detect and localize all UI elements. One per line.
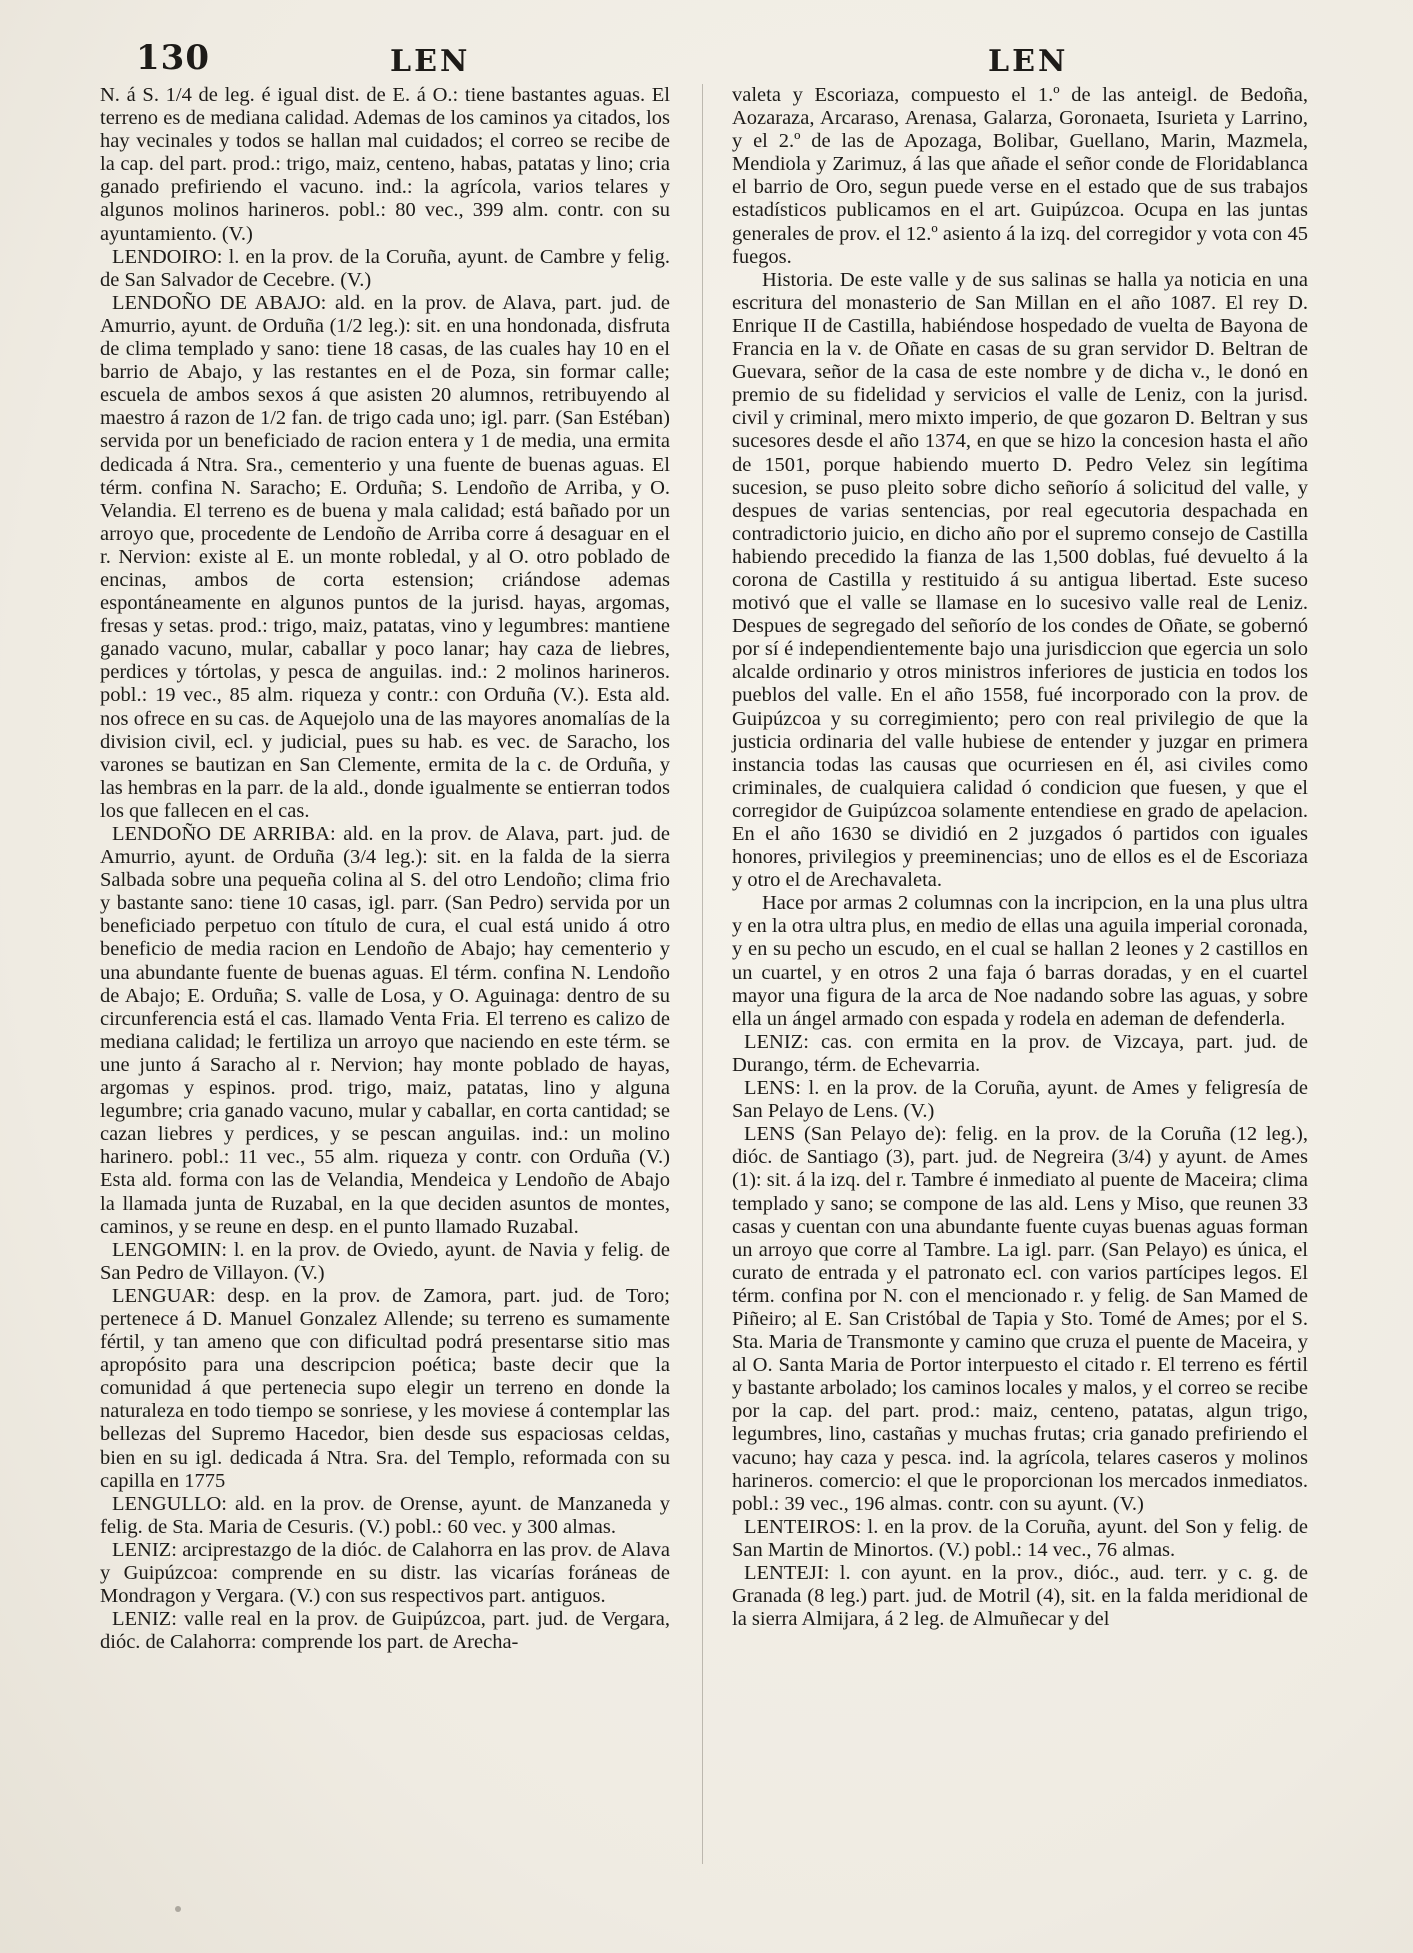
entry-lengullo: LENGULLO: ald. en la prov. de Orense, ayunt. de Manzaneda y felig. de Sta. Maria de Cesuris. (V.) pobl.: 60 vec. y 300 almas. — [100, 1492, 670, 1538]
entry-lenteiros: LENTEIROS: l. en la prov. de la Coruña, ayunt. del Son y felig. de San Martin de Minortos. (V.) pobl.: 14 vec., 76 almas. — [732, 1515, 1308, 1561]
entry-leniz-caserio: LENIZ: cas. con ermita en la prov. de Vizcaya, part. jud. de Durango, térm. de Echevarria. — [732, 1030, 1308, 1076]
running-head-right: LEN — [988, 44, 1069, 79]
entry-leniz-valle: LENIZ: valle real en la prov. de Guipúzcoa, part. jud. de Vergara, dióc. de Calahorra: comprende los part. de Arecha- — [100, 1608, 670, 1654]
entry-leniz-arciprestazgo: LENIZ: arciprestazgo de la dióc. de Calahorra en las prov. de Alava y Guipúzcoa: comprende en su distr. las vicarías foráneas de Mondragon y Vergara. (V.) con sus respectivos part. antiguos. — [100, 1538, 670, 1608]
entry-continuation: N. á S. 1/4 de leg. é igual dist. de E. á O.: tiene bastantes aguas. El terreno es de mediana calidad. Ademas de los caminos ya citados, los hay vecinales y todos se hallan mal cuidados; el correo se recibe de la cap. del part. prod.: trigo, maiz, centeno, habas, patatas y lino; cria ganado prefiriendo el vacuno. ind.: la agrícola, varios telares y algunos molinos harineros. pobl.: 80 vec., 399 alm. contr. con su ayuntamiento. (V.) — [100, 84, 670, 245]
entry-lendono-de-abajo: LENDOÑO DE ABAJO: ald. en la prov. de Alava, part. jud. de Amurrio, ayunt. de Orduña (1/2 leg.): sit. en una hondonada, disfruta de clima templado y sano: tiene 18 casas, de las cuales hay 10 en el barrio de Abajo, y las restantes en el de Poza, sin formar calle; escuela de ambos sexos á que asisten 20 alumnos, retribuyendo al maestro á razon de 1/2 fan. de trigo cada uno; igl. parr. (San Estéban) servida por un beneficiado de racion entera y 1 de media, una ermita dedicada á Ntra. Sra., cementerio y una fuente de buenas aguas. El térm. confina N. Saracho; E. Orduña; S. Lendoño de Arriba, y O. Velandia. El terreno es de buena y mala calidad; está bañado por un arroyo que, procedente de Lendoño de Arriba corre á desaguar en el r. Nervion: existe al E. un monte robledal, y al O. otro poblado de encinas, ambos de corta estension; criándose ademas espontáneamente en algunos puntos de la jurisd. hayas, argomas, fresas y setas. prod.: trigo, maiz, patatas, vino y legumbres: mantiene ganado vacuno, mular, caballar y poco lanar; hay caza de liebres, perdices y tórtolas, y pesca de anguilas. ind.: 2 molinos harineros. pobl.: 19 vec., 85 alm. riqueza y contr.: con Orduña (V.). Esta ald. nos ofrece en su cas. de Aquejolo una de las mayores anomalías de la division civil, ecl. y judicial, pues su hab. es vec. de Saracho, los varones se bautizan en San Clemente, ermita de la c. de Orduña, y las hembras en la parr. de la ald., donde igualmente se entierran todos los que fallecen en el cas. — [100, 291, 670, 822]
entry-leniz-continuation: valeta y Escoriaza, compuesto el 1.º de las anteigl. de Bedoña, Aozaraza, Arcaraso, Arenasa, Galarza, Goronaeta, Isurieta y Larrino, y el 2.º de las de Apozaga, Bolibar, Guellano, Marin, Mazmela, Mendiola y Zarimuz, á las que añade el señor conde de Floridablanca el barrio de Oro, segun puede verse en el estado que de sus trabajos estadísticos publicamos en el art. Guipúzcoa. Ocupa en las juntas generales de prov. el 12.º asiento á la izq. del corregidor y vota con 45 fuegos. — [732, 84, 1308, 268]
column-divider — [702, 84, 703, 1864]
entry-lenguar: LENGUAR: desp. en la prov. de Zamora, part. jud. de Toro; pertenece á D. Manuel Gonzalez Allende; su terreno es sumamente fértil, y tan ameno que con dificultad podrá presentarse sitio mas apropósito para una descripcion poética; baste decir que la comunidad á que pertenecia supo elegir un terreno en donde la naturaleza en todo tiempo se sonriese, y les moviese á contemplar las bellezas del Supremo Hacedor, bien desde sus espaciosas celdas, bien en su igl. dedicada á Ntra. Sra. del Templo, reformada con su capilla en 1775 — [100, 1284, 670, 1492]
entry-leniz-armas: Hace por armas 2 columnas con la incripcion, en la una plus ultra y en la otra ultra plus, en medio de ellas una aguila imperial coronada, y en su pecho un escudo, en el cual se hallan 2 leones y 2 castillos en un cuartel, y en otros 2 una faja ó barras doradas, y en el cuartel mayor una figura de la arca de Noe nadando sobre las aguas, y sobre ella un ángel armado con espada y rodela en ademan de defenderla. — [732, 892, 1308, 1030]
entry-lens: LENS: l. en la prov. de la Coruña, ayunt. de Ames y feligresía de San Pelayo de Lens. (V.) — [732, 1077, 1308, 1123]
left-column — [100, 84, 670, 1654]
entry-lendono-de-arriba: LENDOÑO DE ARRIBA: ald. en la prov. de Alava, part. jud. de Amurrio, ayunt. de Orduña (3/4 leg.): sit. en la falda de la sierra Salbada sobre una pequeña colina al S. del otro Lendoño; clima frio y bastante sano: tiene 10 casas, igl. parr. (San Pedro) servida por un beneficiado perpetuo con título de cura, el cual está unido á otro beneficio de media racion en Lendoño de Abajo; hay cementerio y una abundante fuente de buenas aguas. El térm. confina N. Lendoño de Abajo; E. Orduña; S. valle de Losa, y O. Aguinaga: dentro de su circunferencia está el cas. llamado Venta Fria. El terreno es calizo de mediana calidad; le fertiliza un arroyo que naciendo en este térm. se une junto á Saracho al r. Nervion; hay monte poblado de hayas, argomas y espinos. prod. trigo, maiz, patatas, lino y alguna legumbre; cria ganado vacuno, mular y caballar, en corta cantidad; se cazan liebres y perdices, y se pescan anguilas. ind.: un molino harinero. pobl.: 11 vec., 55 alm. riqueza y contr. con Orduña (V.) Esta ald. forma con las de Velandia, Mendeica y Lendoño de Abajo la llamada junta de Ruzabal, en la que deciden asuntos de montes, caminos, y se reune en desp. en el punto llamado Ruzabal. — [100, 823, 670, 1238]
entry-lengomin: LENGOMIN: l. en la prov. de Oviedo, ayunt. de Navia y felig. de San Pedro de Villayon. (V.) — [100, 1238, 670, 1284]
right-column — [732, 84, 1308, 1631]
entry-leniz-historia: Historia. De este valle y de sus salinas se halla ya noticia en una escritura del monasterio de San Millan en el año 1087. El rey D. Enrique II de Castilla, habiéndose hospedado de vuelta de Bayona de Francia en la v. de Oñate en casas de su gran servidor D. Beltran de Guevara, señor de la casa de este nombre y de dicha v., le donó en premio de su fidelidad y servicios el valle de Leniz, con la jurisd. civil y criminal, mero mixto imperio, de que gozaron D. Beltran y sus sucesores desde el año 1374, en que se hizo la concesion hasta el año de 1501, porque habiendo muerto D. Pedro Velez sin legítima sucesion, se puso pleito sobre dicho señorío á solicitud del valle, y despues de varias sentencias, por real egecutoria despachada en contradictorio juicio, en dicho año por el supremo consejo de Castilla habiendo precedido la fianza de las 1,500 doblas, fué devuelto á la corona de Castilla y restituido á su antigua libertad. Este suceso motivó que el valle se llamase en lo sucesivo valle real de Leniz. Despues de segregado del señorío de los condes de Oñate, se gobernó por sí é independientemente bajo una jurisdiccion que egercia un solo alcalde ordinario y otros ministros inferiores de justicia en todos los pueblos del valle. En el año 1558, fué incorporado con la prov. de Guipúzcoa y su corregimiento; pero con real privilegio de que la justicia ordinaria del valle hubiese de entender y juzgar en primera instancia todas las causas que ocurriesen en él, asi civiles como criminales, de cualquiera calidad ó condicion que fuesen, y que el corregidor de Guipúzcoa solamente entendiese en grado de apelacion. En el año 1630 se dividió en 2 juzgados ó partidos con iguales honores, privilegios y preeminencias; uno de ellos es el de Escoriaza y otro el de Arechavaleta. — [732, 268, 1308, 892]
page-number: 130 — [136, 38, 210, 78]
running-head-left: LEN — [390, 44, 471, 79]
ink-smudge — [175, 1906, 181, 1912]
entry-lens-san-pelayo: LENS (San Pelayo de): felig. en la prov. de la Coruña (12 leg.), dióc. de Santiago (3), part. jud. de Negreira (3/4) y ayunt. de Ames (1): sit. á la izq. del r. Tambre é inmediato al puente de Maceira; clima templado y sano; se compone de las ald. Lens y Miso, que reunen 33 casas y cuentan con una abundante fuente cuyas buenas aguas forman un arroyo que corre al Tambre. La igl. parr. (San Pelayo) es única, el curato de entrada y el patronato ecl. con varios partícipes legos. El térm. confina por N. con el mencionado r. y felig. de San Mamed de Piñeiro; al E. San Cristóbal de Tapia y Sto. Tomé de Ames; por el S. Sta. Maria de Transmonte y camino que cruza el puente de Maceira, y al O. Santa Maria de Portor interpuesto el citado r. El terreno es fértil y bastante arbolado; los caminos locales y malos, y el correo se recibe por la cap. del part. prod.: maiz, centeno, patatas, algun trigo, legumbres, lino, castañas y muchas frutas; cria ganado prefiriendo el vacuno; hay caza y pesca. ind. la agrícola, telares caseros y molinos harineros. comercio: el que le proporcionan los mercados inmediatos. pobl.: 39 vec., 196 almas. contr. con su ayunt. (V.) — [732, 1123, 1308, 1515]
entry-lenteji: LENTEJI: l. con ayunt. en la prov., dióc., aud. terr. y c. g. de Granada (8 leg.) part. jud. de Motril (4), sit. en la falda meridional de la sierra Almijara, á 2 leg. de Almuñecar y del — [732, 1562, 1308, 1631]
entry-lendoiro: LENDOIRO: l. en la prov. de la Coruña, ayunt. de Cambre y felig. de San Salvador de Cecebre. (V.) — [100, 245, 670, 291]
